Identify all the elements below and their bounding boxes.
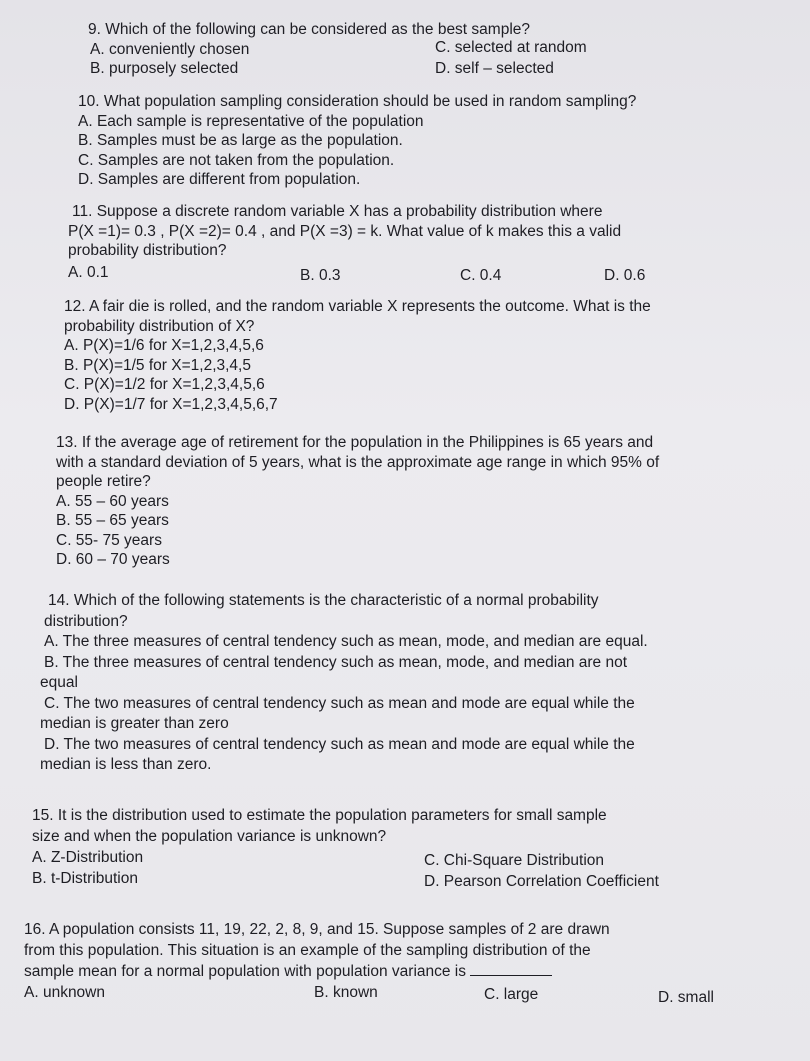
question-12-option-d: D. P(X)=1/7 for X=1,2,3,4,5,6,7 [64,395,278,413]
question-10-option-b: B. Samples must be as large as the population. [78,132,403,149]
question-9-stem: 9. Which of the following can be considered as the best sample? [88,21,531,38]
question-16-stem-line-1: 16. A population consists 11, 19, 22, 2, 8, 9, and 15. Suppose samples of 2 are drawn [24,921,610,938]
question-15-option-b: B. t-Distribution [32,870,138,887]
question-15-option-a: A. Z-Distribution [32,849,144,866]
question-10-stem: 10. What population sampling consideration should be used in random sampling? [78,93,637,110]
question-15-stem-line-1: 15. It is the distribution used to estimate the population parameters for small sample [32,807,607,824]
question-13-option-a: A. 55 – 60 years [56,492,169,510]
question-14-option-b-continued: equal [40,674,78,691]
question-11-option-b: B. 0.3 [300,266,341,284]
question-11-stem-line-1: 11. Suppose a discrete random variable X has a probability distribution where [72,203,603,220]
answer-blank [470,963,552,976]
question-9 [88,20,587,79]
question-14-option-c: C. The two measures of central tendency such as mean and mode are equal while the [44,694,635,712]
question-16-stem-line-2: from this population. This situation is an example of the sampling distribution of the [24,942,591,959]
question-16-option-d: D. small [658,989,714,1006]
question-13-option-b: B. 55 – 65 years [56,512,169,529]
question-15-stem-line-2: size and when the population variance is unknown? [32,828,387,845]
question-11 [68,202,645,282]
question-13-stem-line-1: 13. If the average age of retirement for the population in the Philippines is 65 years and [56,434,654,451]
question-11-option-c: C. 0.4 [460,266,502,284]
question-12-option-a: A. P(X)=1/6 for X=1,2,3,4,5,6 [64,337,264,354]
question-9-option-a: A. conveniently chosen [90,40,250,58]
question-14-option-b: B. The three measures of central tendency such as mean, mode, and median are not [44,653,628,671]
question-12-option-c: C. P(X)=1/2 for X=1,2,3,4,5,6 [64,376,265,393]
question-16 [24,919,714,1006]
question-13-stem-line-2: with a standard deviation of 5 years, what is the approximate age range in which 95% of [56,453,660,471]
question-15-option-d: D. Pearson Correlation Coefficient [424,873,659,890]
question-14-option-d-continued: median is less than zero. [40,756,212,773]
question-14-stem-line-2: distribution? [44,612,128,630]
question-9-option-c: C. selected at random [435,38,587,56]
question-16-option-c: C. large [484,986,539,1003]
question-13-option-d: D. 60 – 70 years [56,551,170,568]
question-11-option-d: D. 0.6 [604,266,646,284]
question-11-option-a: A. 0.1 [68,263,109,281]
question-16-stem-line-3-text: sample mean for a normal population with population variance is [24,963,466,980]
question-15 [32,805,659,889]
question-16-option-b: B. known [314,984,378,1001]
question-15-option-c: C. Chi-Square Distribution [424,852,605,869]
question-9-option-b: B. purposely selected [90,60,239,77]
question-14-option-a: A. The three measures of central tendency such as mean, mode, and median are equal. [44,633,648,650]
question-10-option-c: C. Samples are not taken from the population. [78,151,395,169]
question-14-option-c-continued: median is greater than zero [40,715,229,732]
question-14-stem-line-1: 14. Which of the following statements is the characteristic of a normal probability [48,592,599,609]
question-10-option-a: A. Each sample is representative of the population [78,112,424,130]
question-12-option-b: B. P(X)=1/5 for X=1,2,3,4,5 [64,356,251,374]
question-16-option-a: A. unknown [24,984,105,1001]
question-12-stem-line-1: 12. A fair die is rolled, and the random variable X represents the outcome. What is the [64,298,651,315]
question-10 [78,92,636,190]
question-9-option-d: D. self – selected [435,60,554,77]
question-12 [64,297,651,414]
question-12-stem-line-2: probability distribution of X? [64,317,255,335]
question-11-stem-line-2: P(X =1)= 0.3 , P(X =2)= 0.4 , and P(X =3) = k. What value of k makes this a valid [68,222,622,240]
question-10-option-d: D. Samples are different from population. [78,171,361,188]
question-13 [56,433,659,570]
question-16-stem-line-3 [24,961,714,982]
question-13-stem-line-3: people retire? [56,473,151,490]
question-11-stem-line-3: probability distribution? [68,242,227,259]
question-13-option-c: C. 55- 75 years [56,531,162,549]
question-14 [40,591,648,776]
question-14-option-d: D. The two measures of central tendency such as mean and mode are equal while the [44,735,635,753]
